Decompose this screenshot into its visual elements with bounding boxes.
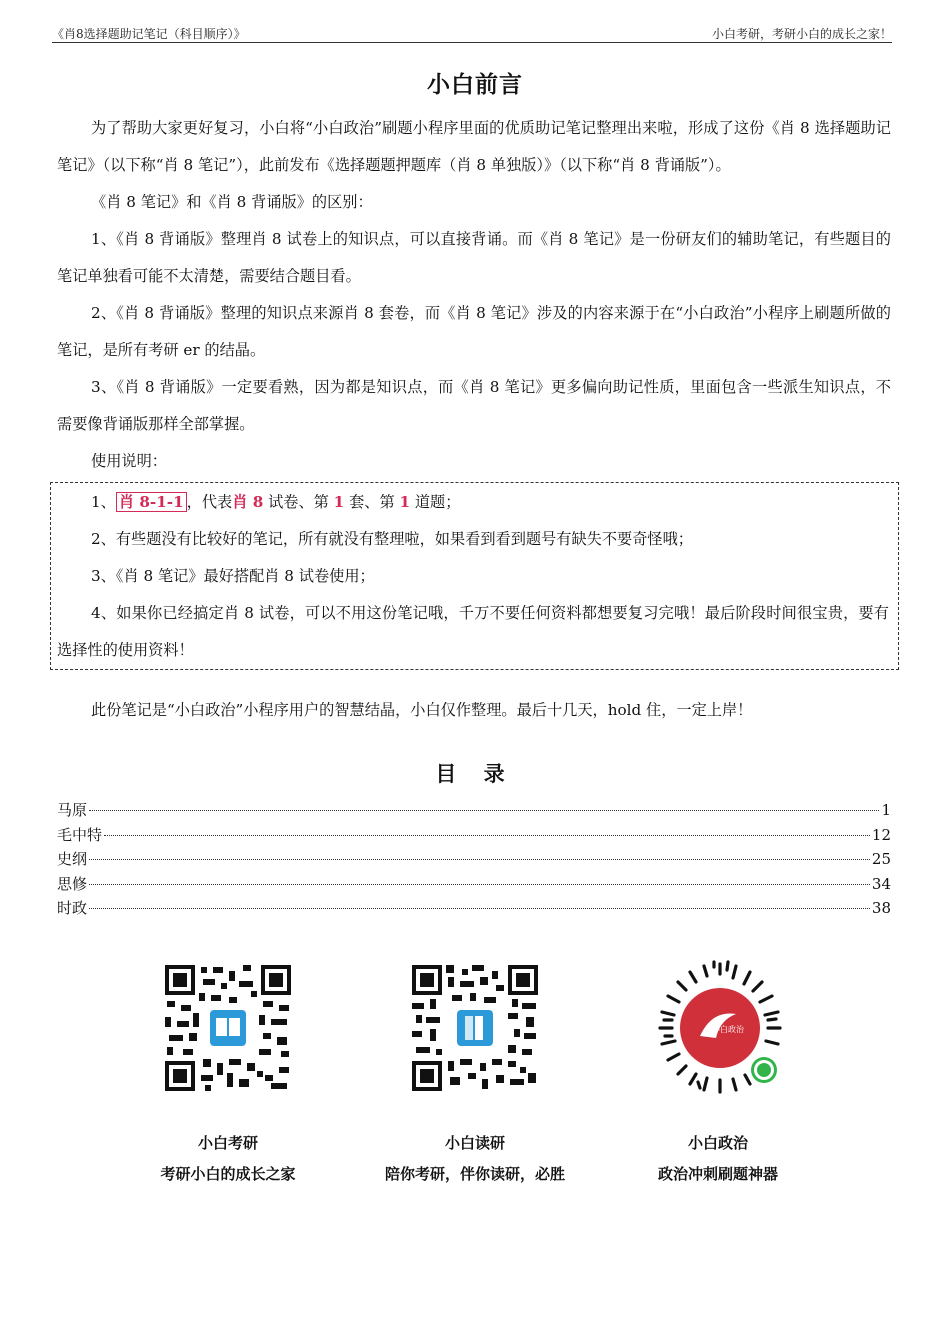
usage-item: 3、《肖 8 笔记》最好搭配肖 8 试卷使用； [91, 567, 375, 585]
table-of-contents [57, 799, 891, 922]
toc-entry[interactable] [57, 897, 891, 922]
toc-page: 1 [881, 801, 891, 819]
usage-heading: 使用说明： [91, 452, 167, 470]
toc-page: 25 [871, 850, 891, 869]
toc-title: 目 录 [435, 762, 515, 786]
closing-paragraph: 此份笔记是“小白政治”小程序用户的智慧结晶，小白仅作整理。最后十几天，hold 住，一定上岸！ [91, 701, 753, 719]
toc-label: 时政 [57, 899, 88, 918]
highlight-question: 1 [399, 493, 411, 511]
usage-text: 套、第 [344, 493, 400, 511]
toc-leader [89, 908, 870, 909]
qr-name: 小白考研 [197, 1134, 258, 1152]
toc-entry[interactable] [57, 824, 891, 849]
header-doc-title: 《肖8选择题助记笔记（科目顺序）》 [52, 27, 246, 41]
highlight-set: 1 [333, 493, 345, 511]
mini-program-logo-text: 小白政治 [712, 1025, 744, 1034]
mini-program-code-xiaobai-zhengzhi [650, 958, 790, 1098]
toc-leader [89, 810, 879, 811]
diff-heading: 《肖 8 笔记》和《肖 8 背诵版》的区别： [91, 193, 373, 211]
toc-entry[interactable] [57, 873, 891, 898]
usage-text: 试卷、第 [263, 493, 334, 511]
toc-leader [89, 884, 870, 885]
toc-entry[interactable] [57, 848, 891, 873]
toc-page: 34 [871, 874, 891, 893]
toc-label: 思修 [57, 874, 88, 893]
usage-prefix: 1、 [91, 493, 116, 511]
toc-label: 毛中特 [57, 825, 103, 844]
toc-page: 12 [871, 825, 891, 844]
usage-item: 4、如果你已经搞定肖 8 试卷，可以不用这份笔记哦，千万不要任何资料都想要复习完哦！最后阶段时间很宝贵，要有选择性的使用资料！ [57, 604, 889, 659]
toc-page: 38 [871, 899, 891, 918]
qr-name: 小白读研 [444, 1134, 505, 1152]
intro-paragraph: 为了帮助大家更好复习，小白将“小白政治”刷题小程序里面的优质助记笔记整理出来啦，形成了这份《肖 8 选择题助记笔记》（以下称“肖 8 笔记”），此前发布《选择题题押题库（肖 8 单独版）》（以下称“肖 8 背诵版”）。 [57, 119, 891, 174]
page-header [52, 22, 892, 43]
question-tag-example: 肖 8-1-1 [116, 492, 187, 512]
usage-item-1 [57, 484, 889, 521]
usage-item: 2、有些题没有比较好的笔记，所有就没有整理啦，如果看到看到题号有缺失不要奇怪哦； [91, 530, 693, 548]
usage-text: 道题； [410, 493, 461, 511]
toc-entry[interactable] [57, 799, 891, 824]
diff-item: 2、《肖 8 背诵版》整理的知识点来源肖 8 套卷，而《肖 8 笔记》涉及的内容来源于在“小白政治”小程序上刷题所做的笔记，是所有考研 er 的结晶。 [57, 304, 891, 359]
usage-box [50, 482, 899, 670]
qr-subtitle: 陪你考研，伴你读研，必胜 [384, 1165, 565, 1183]
qr-code-xiaobai-kaoyan [163, 963, 293, 1093]
qr-subtitle: 考研小白的成长之家 [160, 1165, 296, 1183]
qr-name: 小白政治 [687, 1134, 748, 1152]
page-title: 小白前言 [427, 72, 523, 98]
qr-code-xiaobai-duyan [410, 963, 540, 1093]
usage-text: ，代表 [186, 493, 233, 511]
toc-leader [104, 835, 870, 836]
toc-leader [89, 859, 870, 860]
highlight-paper: 肖 8 [232, 493, 264, 511]
toc-label: 史纲 [57, 850, 88, 869]
qr-subtitle: 政治冲刺刷题神器 [657, 1165, 778, 1183]
diff-item: 1、《肖 8 背诵版》整理肖 8 试卷上的知识点，可以直接背诵。而《肖 8 笔记》是一份研友们的辅助笔记，有些题目的笔记单独看可能不太清楚，需要结合题目看。 [57, 230, 891, 285]
header-slogan: 小白考研，考研小白的成长之家！ [711, 27, 892, 41]
toc-label: 马原 [57, 801, 88, 819]
diff-item: 3、《肖 8 背诵版》一定要看熟，因为都是知识点，而《肖 8 笔记》更多偏向助记性质，里面包含一些派生知识点，不需要像背诵版那样全部掌握。 [57, 378, 891, 433]
